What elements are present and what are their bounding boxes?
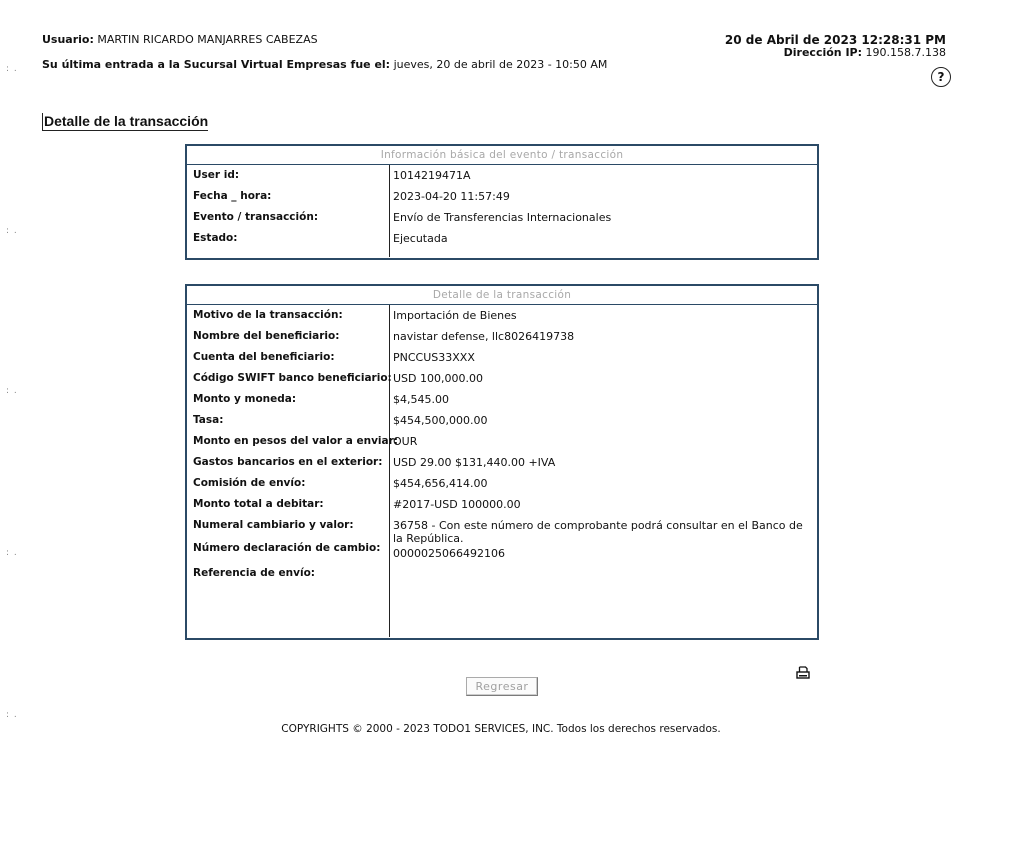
table-row bbox=[187, 207, 817, 228]
row-value: #2017-USD 100000.00 bbox=[393, 498, 521, 511]
basic-info-panel bbox=[185, 144, 819, 260]
page-title: Detalle de la transacción bbox=[44, 113, 209, 129]
table-row bbox=[187, 452, 817, 473]
ip-value: 190.158.7.138 bbox=[865, 46, 946, 59]
row-label: Monto y moneda: bbox=[193, 393, 297, 405]
table-row bbox=[187, 494, 817, 515]
last-login-label: Su última entrada a la Sucursal Virtual Empresas fue el: bbox=[42, 58, 391, 71]
row-value: USD 29.00 $131,440.00 +IVA bbox=[393, 456, 556, 469]
row-value: 2023-04-20 11:57:49 bbox=[393, 190, 510, 203]
table-row bbox=[187, 473, 817, 494]
row-value: 0000025066492106 bbox=[393, 547, 505, 560]
table-row bbox=[187, 305, 817, 326]
row-value: $4,545.00 bbox=[393, 393, 449, 406]
row-label: Comisión de envío: bbox=[193, 477, 306, 489]
transaction-detail-panel bbox=[185, 284, 819, 640]
row-label: Estado: bbox=[193, 232, 238, 244]
row-label: Referencia de envío: bbox=[193, 567, 315, 579]
table-row bbox=[187, 326, 817, 347]
row-value: navistar defense, llc8026419738 bbox=[393, 330, 575, 343]
ip-label: Dirección IP: bbox=[783, 46, 863, 59]
row-label: Nombre del beneficiario: bbox=[193, 330, 340, 342]
transaction-detail-body bbox=[187, 305, 817, 637]
row-value: OUR bbox=[393, 435, 418, 448]
basic-info-body bbox=[187, 165, 817, 257]
row-label: Monto total a debitar: bbox=[193, 498, 324, 510]
user-line bbox=[42, 33, 318, 46]
row-label: Fecha _ hora: bbox=[193, 190, 272, 202]
help-icon[interactable]: ? bbox=[931, 67, 951, 87]
table-row bbox=[187, 563, 817, 584]
user-label: Usuario: bbox=[42, 33, 94, 46]
row-value: 36758 - Con este número de comprobante podrá consultar en el Banco de la República. bbox=[393, 519, 803, 545]
scan-mark: : . bbox=[6, 226, 18, 236]
back-button[interactable]: Regresar bbox=[466, 677, 538, 696]
table-row bbox=[187, 431, 817, 452]
scan-mark: : . bbox=[6, 64, 18, 74]
table-row bbox=[187, 347, 817, 368]
row-label: Motivo de la transacción: bbox=[193, 309, 343, 321]
table-row bbox=[187, 368, 817, 389]
table-row bbox=[187, 410, 817, 431]
ip-address-line bbox=[784, 46, 946, 59]
printer-icon[interactable] bbox=[796, 666, 810, 680]
table-row bbox=[187, 541, 817, 563]
row-label: Tasa: bbox=[193, 414, 224, 426]
row-value: $454,500,000.00 bbox=[393, 414, 488, 427]
row-label: Código SWIFT banco beneficiario: bbox=[193, 372, 392, 384]
scan-mark: : . bbox=[6, 386, 18, 396]
user-name: MARTIN RICARDO MANJARRES CABEZAS bbox=[97, 33, 318, 46]
table-row bbox=[187, 228, 817, 249]
table-row bbox=[187, 186, 817, 207]
row-label: Monto en pesos del valor a enviar: bbox=[193, 435, 398, 447]
current-datetime: 20 de Abril de 2023 12:28:31 PM bbox=[724, 33, 946, 47]
row-value: PNCCUS33XXX bbox=[393, 351, 475, 364]
row-label: Número declaración de cambio: bbox=[193, 542, 381, 554]
row-value: $454,656,414.00 bbox=[393, 477, 488, 490]
row-label: Gastos bancarios en el exterior: bbox=[193, 456, 383, 468]
row-value: Importación de Bienes bbox=[393, 309, 517, 322]
scan-mark: : . bbox=[6, 710, 18, 720]
row-value: 1014219471A bbox=[393, 169, 471, 182]
row-label: Cuenta del beneficiario: bbox=[193, 351, 335, 363]
row-value: Envío de Transferencias Internacionales bbox=[393, 211, 612, 224]
row-label: Evento / transacción: bbox=[193, 211, 319, 223]
row-label: User id: bbox=[193, 169, 240, 181]
row-label: Numeral cambiario y valor: bbox=[193, 519, 354, 531]
last-login-line bbox=[42, 58, 607, 71]
copyright-footer: COPYRIGHTS © 2000 - 2023 TODO1 SERVICES, INC. Todos los derechos reservados. bbox=[281, 723, 721, 735]
row-value: Ejecutada bbox=[393, 232, 448, 245]
transaction-detail-title: Detalle de la transacción bbox=[187, 286, 817, 305]
basic-info-title: Información básica del evento / transacción bbox=[187, 146, 817, 165]
last-login-value: jueves, 20 de abril de 2023 - 10:50 AM bbox=[393, 58, 608, 71]
table-row bbox=[187, 165, 817, 186]
scan-mark: : . bbox=[6, 548, 18, 558]
row-value: USD 100,000.00 bbox=[393, 372, 483, 385]
table-row bbox=[187, 389, 817, 410]
